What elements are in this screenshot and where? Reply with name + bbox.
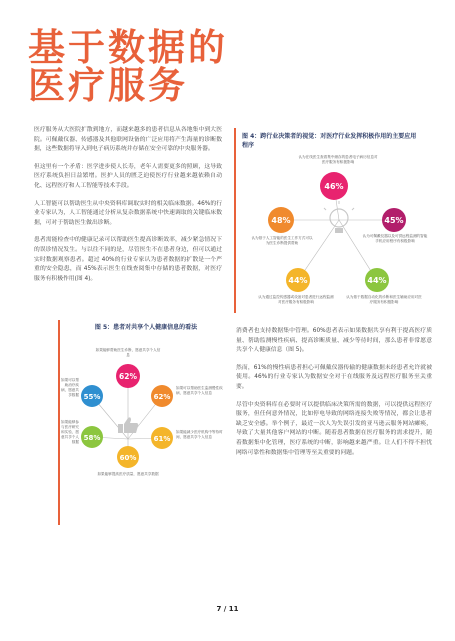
fig4-label-5: 认为基于数据自动化的诊断和医生辅助应用对医疗服务有积极影响: [346, 295, 422, 304]
fig4-label-3: 认为可佩戴仪器以及可供远程监测的智能手机应用程序有积极影响: [362, 234, 428, 243]
fig5-label-3: 如果能减少医疗机构中等待时间，愿意共享个人信息: [176, 430, 223, 439]
paragraph: 消费者也支持数据集中管理。60%患者表示如果数据共享有利于提高医疗质量、帮助监测慢性疾病、提高诊断质量、减少等待时间，那么患者非常愿意共享个人健康信息（图 5)。: [236, 328, 432, 354]
lightbulb-icon: [324, 201, 354, 233]
fig4-label-2: 认为基于人工智能的医生工作方式可以为医生诊断提供帮助: [251, 236, 313, 245]
paragraph: 患者需能检查中的健康记录可以帮助医生提高诊断效率，减少紧急情况下的误诊情况发生。与以往不同的是，尽管医生不在患者身边，但可以通过实时数据观察患者。超过 40%的行业专家认为患者数据的扩散是一个严重的安全隐患，而 45%表示医生在线查阅集中存储的患者数据，对医疗服务有积极作用(图 4)。: [34, 237, 222, 282]
paragraph: 医疗服务从大医院扩散到地方，而越来越多的患者信息从各地集中到大医院。可佩戴仪器、传感器及其他联网设备的广泛应用将产生海量的诊断数据，这些数据将导入到电子病历系统并存储在安全可靠的中央服务器。: [34, 127, 222, 153]
paragraph: 人工智能可以帮助医生从中央资料库调取实时的相关临床数据。46%的行业专家认为，人工智能通过分析从复杂数据系统中快速调取的关键临床数据，可对于帮助医生做出诊断。: [34, 200, 222, 226]
fig5-value-3: 61%: [153, 435, 171, 443]
figure-4-caption: 图 4：跨行业决策者的视觉：对医疗行业发挥积极作用的主要应用程序: [242, 133, 417, 149]
fig4-value-3: 45%: [384, 216, 404, 225]
fig5-label-6: 如果可以帮助治疗疾病，愿意共享数据: [61, 378, 79, 397]
fig5-value-1: 62%: [119, 372, 137, 381]
figure-5-caption: 图 5：患者对共享个人健康信息的看法: [94, 324, 198, 331]
fig5-label-4: 如果能够提高医疗质量，愿意共享数据: [97, 472, 159, 476]
paragraph: 但这里有一个矛盾：医学进步使人长寿，老年人需要更多的照顾，这导致医疗系统负担日益繁增。医护人员的匮乏迫使医疗行业越来越依赖自动化、远程医疗和人工智能等技术手段。: [34, 163, 222, 189]
fig5-label-1: 如果能够帮助医生诊断，愿意共享个人信息: [95, 348, 161, 357]
right-text-column: [236, 327, 432, 466]
fig4-label-4: 认为通过监控传感器或设备对患者进行远程监测对医疗服务有积极影响: [258, 295, 334, 304]
paragraph: 尽管中央资料库在必要时可以提供临床决策所需的数据，可以提供远程医疗服务，但任何意外情况，比如停电导致的网络连接失败等情况，都会让患者缺乏安全感。举个例子，最近一次人为失误引发的亚马逊云服务网站瘫痪，导致了大量其他客户网站的中断。随着患者数据在医疗服务的需求提升，随着数据集中化管理，医疗系统的中断，影响越来越严重。让人们不得不担忧网络可靠性和数据集中管理等至关重要的问题。: [236, 401, 432, 456]
page-number: 7 / 11: [216, 605, 239, 613]
fig5-label-5: 如果能够参与医疗研究和实验，愿意共享个人数据: [61, 420, 79, 444]
fig4-value-2: 48%: [271, 216, 291, 225]
paragraph: 然而，61%的慢性病患者担心可佩戴仪器传输的健康数据未经患者允许就被使用。46%的行业专家认为数据安全对于在线服务及远程医疗服务至关重要。: [236, 364, 432, 390]
fig4-value-4: 44%: [288, 276, 308, 285]
fig5-value-5: 58%: [83, 434, 101, 442]
page-title-line1: 基于数据的: [28, 26, 228, 69]
fig5-value-2: 62%: [153, 393, 171, 401]
left-text-column: [34, 126, 222, 292]
page-title-line2: 医疗服务: [28, 64, 188, 107]
fig4-value-1: 46%: [324, 182, 344, 191]
fig4-label-1: 认为在线医生查看集中储存的患者电子病历信息对医疗服务有积极影响: [298, 155, 378, 164]
figure-5: [58, 320, 236, 525]
fig4-value-5: 44%: [367, 276, 387, 285]
fig5-value-4: 60%: [119, 454, 137, 462]
fig5-label-2: 如果可以帮助医生监测慢性疾病，愿意共享个人信息: [176, 386, 223, 395]
figure-4: [234, 128, 442, 313]
fig5-value-6: 55%: [83, 393, 101, 401]
thumbs-up-icon: [118, 417, 138, 433]
